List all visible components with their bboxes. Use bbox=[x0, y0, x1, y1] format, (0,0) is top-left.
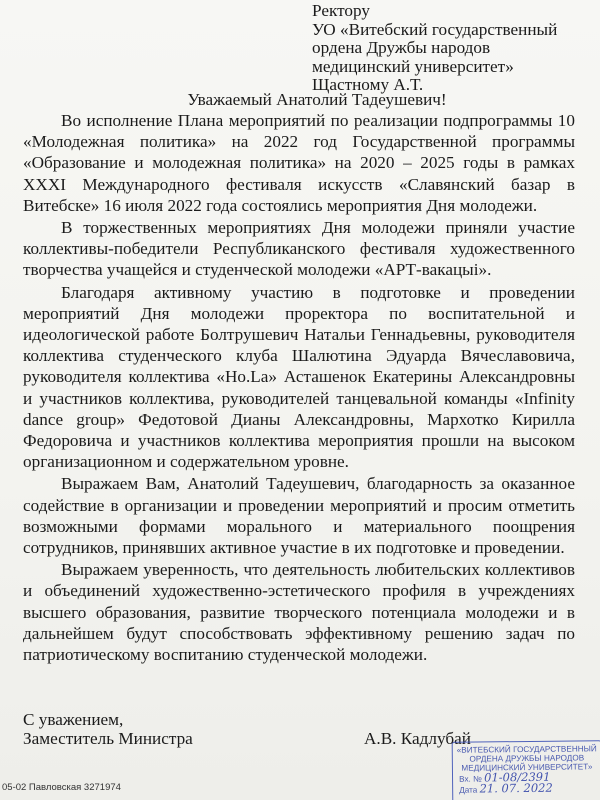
recipient-line: ордена Дружбы народов bbox=[312, 38, 491, 58]
stamp-date-row bbox=[453, 780, 600, 796]
stamp-date-label: Дата bbox=[459, 785, 478, 795]
closing-block bbox=[23, 710, 193, 748]
recipient-line: медицинский университет» bbox=[312, 56, 514, 76]
recipient-block bbox=[312, 2, 592, 95]
closing-regards: С уважением, bbox=[23, 710, 124, 729]
letter-body bbox=[23, 110, 575, 666]
body-paragraph: Выражаем Вам, Анатолий Тадеушевич, благодарность за оказанное содействие в организации и проведении мероприятий и просим отметить возможными формами морального и материального поощрения сотрудников, принявших активное участие в их подготовке и проведении. bbox=[23, 474, 575, 558]
recipient-line: Щастному А.Т. bbox=[312, 75, 424, 95]
stamp-date-value: 21. 07. 2022 bbox=[479, 780, 553, 796]
recipient-line: УО «Витебский государственный bbox=[312, 19, 558, 39]
signer-name: А.В. Кадлубай bbox=[364, 729, 471, 748]
body-paragraph: Выражаем уверенность, что деятельность любительских коллективов и объединений художественно-эстетического профиля в учреждениях высшего образования, развитие творческого потенциала молодежи и в дальнейшем будут способствовать эффективному решению задач по патриотическому воспитанию студенческой молодежи. bbox=[23, 560, 575, 665]
stamp-line: «ВИТЕБСКИЙ ГОСУДАРСТВЕННЫЙ bbox=[456, 744, 597, 755]
stamp-line: МЕДИЦИНСКИЙ УНИВЕРСИТЕТ» bbox=[461, 762, 593, 773]
closing-position: Заместитель Министра bbox=[23, 729, 193, 748]
executor-note: 05-02 Павловская 3271974 bbox=[2, 782, 121, 793]
stamp-incoming-value: 01-08/2391 bbox=[484, 769, 551, 785]
recipient-line: Ректору bbox=[312, 1, 370, 20]
registration-stamp bbox=[452, 740, 600, 800]
salutation: Уважаемый Анатолий Тадеушевич! bbox=[187, 90, 447, 109]
stamp-line: ОРДЕНА ДРУЖБЫ НАРОДОВ bbox=[469, 753, 585, 764]
body-paragraph: В торжественных мероприятиях Дня молодежи приняли участие коллективы-победители Республиканского фестиваля художественного творчества учащейся и студенческой молодежи «АРТ-вакацыі». bbox=[23, 218, 575, 280]
stamp-incoming-label: Вх. № bbox=[459, 774, 482, 784]
body-paragraph: Благодаря активному участию в подготовке и проведении мероприятий Дня молодежи проректора по воспитательной и идеологической работе Болтрушевич Натальи Геннадьевны, руководителя коллектива студенческого клуба Шалютина Эдуарда Вячеславовича, руководителя коллектива «Ho.La» Асташенок Екатерины Александровны и участников коллектива, руководителей танцевальной команды «Infinity dance group» Федотовой Дианы Александровны, Мархотко Кирилла Федоровича и участников коллектива мероприятия прошли на высоком организационном и содержательном уровне. bbox=[23, 282, 575, 472]
body-paragraph: Во исполнение Плана мероприятий по реализации подпрограммы 10 «Молодежная политика» на 2022 год Государственной программы «Образование и молодежная политика» на 2020 – 2025 годы в рамках XXXI Международного фестиваля искусств «Славянский базар в Витебске» 16 июля 2022 года состоялись мероприятия Дня молодежи. bbox=[23, 111, 575, 215]
